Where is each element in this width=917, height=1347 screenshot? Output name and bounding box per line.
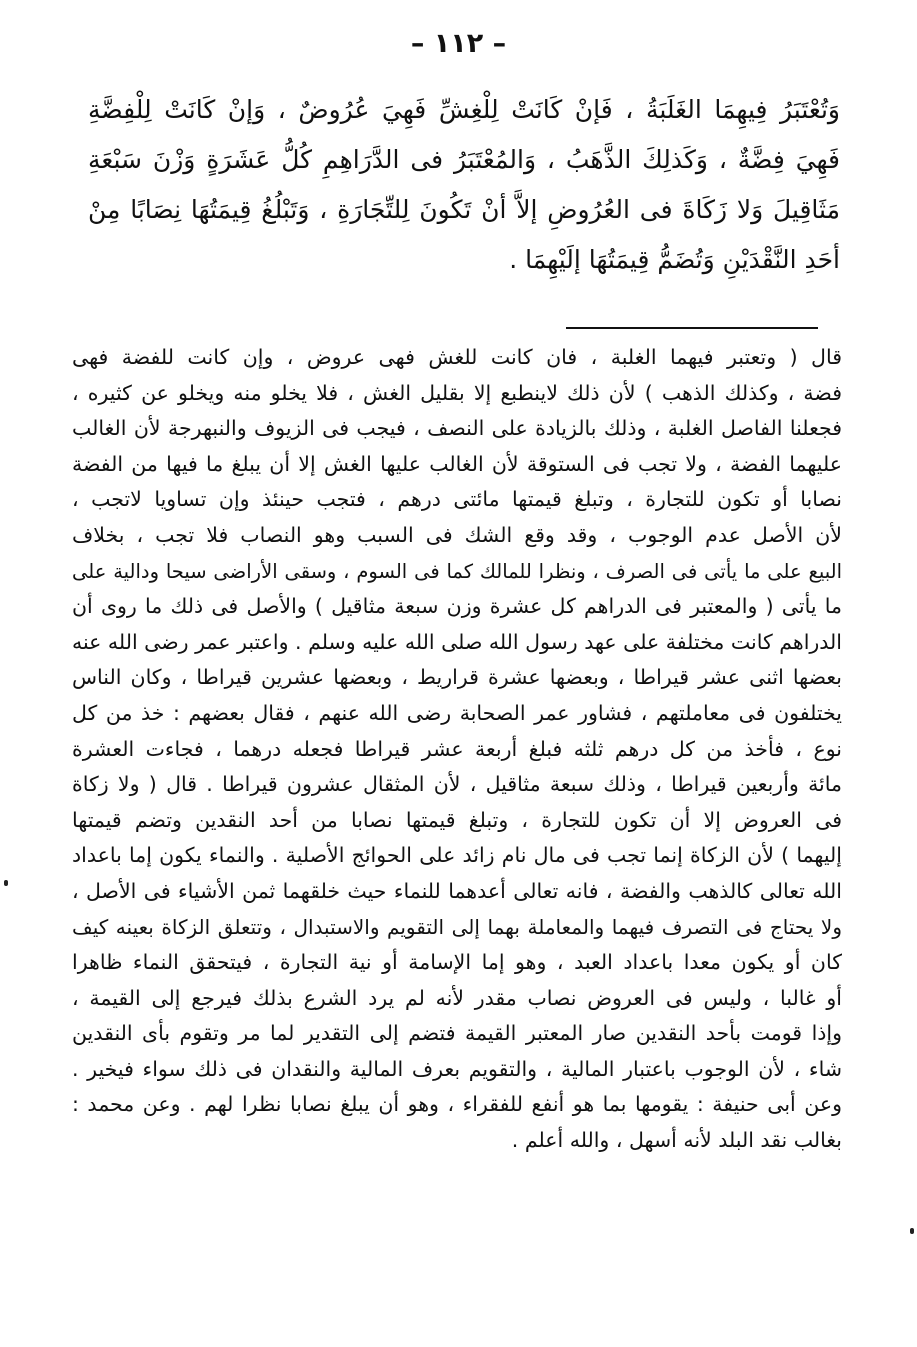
commentary-line: ما يأتى ( والمعتبر فى الدراهم كل عشرة وزن سبعة مثاقيل ) والأصل فى ذلك ما روى أن: [72, 594, 842, 619]
commentary-line: كان أو يكون معدا باعداد العبد ، وهو إما الإسامة أو نية التجارة ، فيتحقق النماء ظاهرا: [72, 950, 842, 975]
commentary-line: البيع على ما يأتى فى الصرف ، ونظرا للمالك كما فى السوم ، وسقى الأراضى سيحا ودالية على: [72, 559, 842, 583]
commentary-line: فجعلنا الفاصل الغلبة ، وذلك بالزيادة على النصف ، فيجب فى الزيوف والنبهرجة لأن الغالب: [72, 416, 842, 441]
commentary-line: أو غالبا ، وليس فى العروض نصاب مقدر لأنه لم يرد الشرع بذلك فيرجع إلى القيمة ،: [72, 985, 842, 1010]
matn-line: وَتُعْتَبَرُ فِيهِمَا الغَلَبَةُ ، فَإنْ كَانَتْ لِلْغِشِّ فَهِيَ عُرُوضٌ ، وَإنْ كَانَتْ لِلْفِضَّةِ: [88, 95, 840, 124]
commentary-line: شاء ، لأن الوجوب باعتبار المالية ، والتقويم بعرف المالية والنقدان فى ذلك سواء فيخير .: [72, 1056, 842, 1081]
commentary-line: عليهما الفضة ، ولا تجب فى الستوقة لأن الغالب عليها الغش إلا أن يبلغ ما فيها من الفضة: [72, 451, 842, 476]
commentary-line: قال ( وتعتبر فيهما الغلبة ، فان كانت للغش فهى عروض ، وإن كانت للفضة فهى: [72, 345, 842, 369]
scan-speck: [4, 880, 8, 886]
commentary-line: إليهما ) لأن الزكاة إنما تجب فى مال نام زائد على الحوائج الأصلية . والنماء يكون إما باعداد: [72, 843, 842, 868]
commentary-line: وإذا قومت بأحد النقدين صار المعتبر القيمة فتضم إلى التقدير لما مر وتقوم بأى النقدين: [72, 1021, 842, 1046]
commentary-line: نوع ، فأخذ من كل درهم ثلثه فبلغ أربعة عشر قيراطا فجعله درهما ، فجاءت العشرة: [72, 736, 842, 761]
commentary-line: لأن الأصل عدم الوجوب ، وقد وقع الشك فى السبب وهو النصاب فلا تجب ، بخلاف: [72, 522, 842, 547]
matn-text: [88, 85, 840, 285]
matn-line: فَهِيَ فِضَّةٌ ، وَكَذلِكَ الذَّهَبُ ، وَالمُعْتَبَرُ فى الدَّرَاهِمِ كُلُّ عَشَرَةٍ وَزْنَ سَبْعَةِ: [88, 145, 840, 174]
matn-line: أحَدِ النَّقْدَيْنِ وَتُضَمُّ قِيمَتُهَا إلَيْهِمَا .: [509, 245, 840, 274]
commentary-line: الله تعالى كالذهب والفضة ، فانه تعالى أعدهما للنماء حيث خلقهما ثمن الأشياء فى الأصل ،: [72, 878, 842, 903]
commentary-line: الدراهم كانت مختلفة على عهد رسول الله صلى الله عليه وسلم . واعتبر عمر رضى الله عنه: [72, 629, 842, 654]
commentary-line: بغالب نقد البلد لأنه أسهل ، والله أعلم .: [511, 1128, 842, 1153]
commentary-line: فى العروض إلا أن تكون للتجارة ، وتبلغ قيمتها نصابا من أحد النقدين وتضم قيمتها: [72, 807, 842, 832]
commentary-line: مائة وأربعين قيراطا ، وذلك سبعة مثاقيل ، لأن المثقال عشرون قيراطا . قال ( ولا زكاة: [72, 772, 842, 797]
scan-speck: [910, 1228, 914, 1234]
matn-line: مَثَاقِيلَ وَلا زَكَاةَ فى العُرُوضِ إلاَّ أنْ تَكُونَ لِلتِّجَارَةِ ، وَتَبْلُغُ قِيمَتُهَا نِصَابًا مِنْ: [88, 195, 840, 224]
commentary-text: [72, 340, 842, 1159]
page-number: – ١١٢ –: [410, 28, 507, 59]
commentary-line: بعضها اثنى عشر قيراطا ، وبعضها عشرة قراريط ، وبعضها عشرين قيراطا ، وكان الناس: [72, 665, 842, 690]
commentary-line: فضة ، وكذلك الذهب ) لأن ذلك لاينطبع إلا بقليل الغش ، فلا يخلو منه ويخلو عن كثيره ،: [72, 380, 842, 405]
commentary-line: نصابا أو تكون للتجارة ، وتبلغ قيمتها مائتى درهم ، فتجب حينئذ وإن تساويا لاتجب ،: [72, 487, 842, 512]
commentary-line: ولا يحتاج فى التصرف فيهما والمعاملة بهما إلى التقويم والاستبدال ، وتتعلق الزكاة بعينه كيف: [72, 914, 842, 939]
section-divider: [566, 327, 818, 329]
commentary-line: يختلفون فى معاملتهم ، فشاور عمر الصحابة رضى الله عنهم ، فقال بعضهم : خذ من كل: [72, 700, 842, 725]
commentary-line: وعن أبى حنيفة : يقومها بما هو أنفع للفقراء ، وهو أن يبلغ نصابا نظرا لهم . وعن محمد :: [72, 1092, 842, 1117]
